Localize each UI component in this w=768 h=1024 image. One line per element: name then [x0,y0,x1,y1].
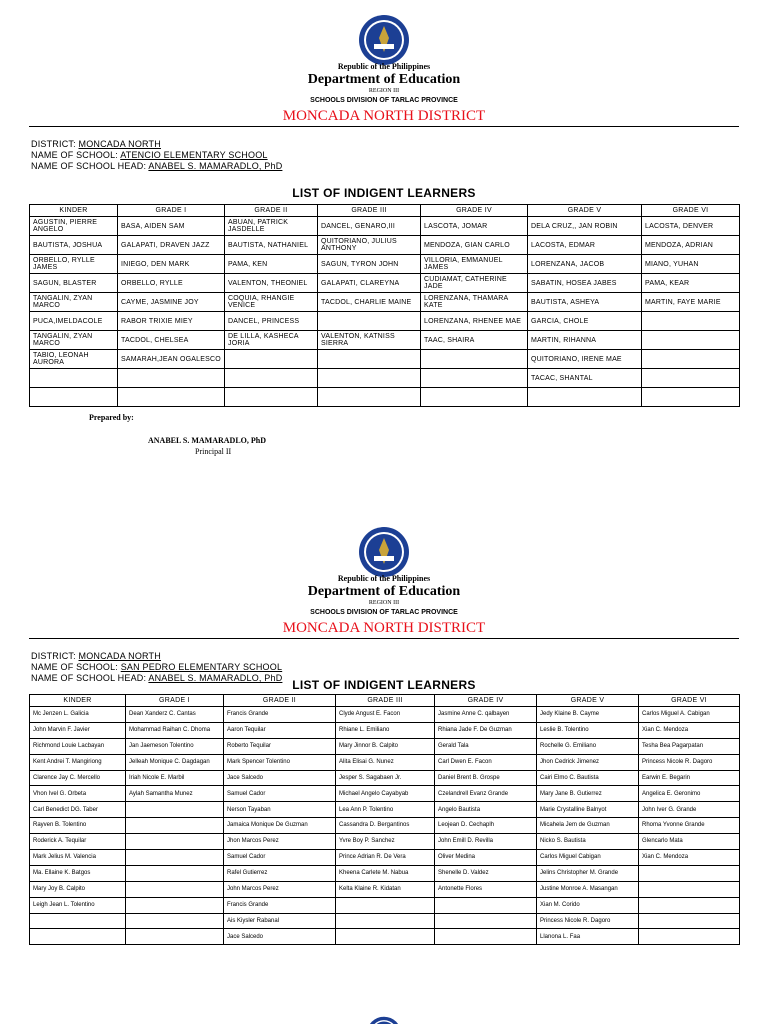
learner-cell: Aaron Tequilar [224,722,336,738]
learner-cell: Rafel Gutierrez [224,865,336,881]
learner-cell [336,897,435,913]
district-value: MONCADA NORTH [78,139,161,149]
column-header: GRADE I [126,695,224,707]
list-title: LIST OF INDIGENT LEARNERS [292,186,476,200]
learner-cell: Jedy Klaine B. Cayme [537,707,639,723]
learner-cell: Yvre Boy P. Sanchez [336,834,435,850]
learner-cell [225,388,318,407]
learner-cell: MARTIN, FAYE MARIE [642,293,740,312]
table-body [30,217,740,407]
preparer-name: ANABEL S. MAMARADLO, PhD [148,436,267,445]
learner-cell: QUITORIANO, JULIUS ANTHONY [318,236,421,255]
list-title: LIST OF INDIGENT LEARNERS [292,678,476,692]
table-row [30,293,740,312]
learner-cell [126,865,224,881]
learner-cell [639,897,740,913]
column-header: KINDER [30,205,118,217]
learner-cell: Carl Dwen E. Facon [435,754,537,770]
school-head-value: ANABEL S. MAMARADLO, PhD [148,161,283,171]
learner-cell: TAAC, SHAIRA [421,331,528,350]
learner-cell [318,350,421,369]
learner-cell: Jace Salcedo [224,929,336,945]
learner-cell: Jamaica Monique De Guzman [224,818,336,834]
learner-cell: Francis Grande [224,897,336,913]
learner-cell: Rochelle G. Emiliano [537,738,639,754]
learner-cell: John Marcos Perez [224,881,336,897]
table-row [30,217,740,236]
learner-cell: Jelleah Monique C. Dagdagan [126,754,224,770]
table-row [30,897,740,913]
learner-cell: Kelta Klaine R. Kidatan [336,881,435,897]
learner-cell: Xian C. Mendoza [639,850,740,866]
learner-cell: PAMA, KEN [225,255,318,274]
region-heading: REGION III [368,88,400,94]
table-row [30,350,740,369]
learner-cell: Samuel Cador [224,786,336,802]
learner-cell: GALAPATI, DRAVEN JAZZ [118,236,225,255]
column-header: GRADE I [118,205,225,217]
learner-cell: John Iver G. Grande [639,802,740,818]
learner-cell: Ma. Ellaine K. Batgos [30,865,126,881]
learner-cell: RABOR TRIXIE MIEY [118,312,225,331]
learner-cell: DELA CRUZ,, JAN ROBIN [528,217,642,236]
learner-cell: INIEGO, DEN MARK [118,255,225,274]
learner-cell [642,312,740,331]
learner-cell: VILLORIA, EMMANUEL JAMES [421,255,528,274]
learner-cell: Llanona L. Faa [537,929,639,945]
learner-cell: Cairi Elmo C. Bautista [537,770,639,786]
learner-cell: Daniel Brent B. Grospe [435,770,537,786]
learner-cell [318,369,421,388]
learner-cell: LORENZANA, THAMARA KATE [421,293,528,312]
learner-cell: Michael Angelo Cayabyab [336,786,435,802]
learner-cell: CAYME, JASMINE JOY [118,293,225,312]
learner-cell: BAUTISTA, NATHANIEL [225,236,318,255]
learner-cell: Princess Nicole R. Dagoro [639,754,740,770]
learner-cell [126,913,224,929]
prepared-by-label: Prepared by: [89,413,134,422]
learner-cell: Lea Ann P. Tolentino [336,802,435,818]
learner-cell: Leigh Jean L. Tolentino [30,897,126,913]
learner-cell: Mohammad Raihan C. Dhoma [126,722,224,738]
learner-cell: Czelandrell Evanz Grande [435,786,537,802]
column-header: GRADE III [336,695,435,707]
learner-cell: John Marvin F. Javier [30,722,126,738]
table-row [30,388,740,407]
learner-cell: Xian M. Corido [537,897,639,913]
learner-cell: Jace Salcedo [224,770,336,786]
district-line [31,139,161,149]
learner-cell: BASA, AIDEN SAM [118,217,225,236]
learner-cell: Mark Jelius M. Valencia [30,850,126,866]
learner-cell: Mc Jenzen L. Galicia [30,707,126,723]
table-row [30,818,740,834]
table-row [30,707,740,723]
learner-cell [435,897,537,913]
learner-cell: Glencarlo Mata [639,834,740,850]
district-title: MONCADA NORTH DISTRICT [282,620,486,636]
learner-cell: TACAC, SHANTAL [528,369,642,388]
document-page-2 [0,512,768,1012]
learner-cell: Rhiana Jade F. De Guzman [435,722,537,738]
learner-cell [639,865,740,881]
learner-cell [336,913,435,929]
learner-cell: Clyde Angust E. Facon [336,707,435,723]
division-heading: SCHOOLS DIVISION OF TARLAC PROVINCE [310,609,458,616]
table-row [30,881,740,897]
learner-cell: VALENTON, THEONIEL [225,274,318,293]
learner-cell: Jhon Marcos Perez [224,834,336,850]
learner-cell: QUITORIANO, IRENE MAE [528,350,642,369]
learner-cell: Mary Jinnor B. Calpito [336,738,435,754]
republic-heading: Republic of the Philippines [337,62,431,71]
school-label: NAME OF SCHOOL: [31,662,119,672]
district-line [31,651,161,661]
learner-cell: LORENZANA, RHENEE MAE [421,312,528,331]
learner-cell: MENDOZA, GIAN CARLO [421,236,528,255]
header-divider [29,126,739,127]
learner-cell: Carlos Miguel A. Cabigan [639,707,740,723]
learner-cell [30,388,118,407]
learner-cell: Cassandra D. Bergantinos [336,818,435,834]
learner-cell: SAGUN, BLASTER [30,274,118,293]
learner-cell: PUCA,IMELDACOLE [30,312,118,331]
learner-cell [126,834,224,850]
learner-cell: Gerald Tala [435,738,537,754]
department-heading: Department of Education [307,72,461,87]
district-label: DISTRICT: [31,651,76,661]
deped-seal-icon [358,14,410,66]
school-head-label: NAME OF SCHOOL HEAD: [31,161,147,171]
learner-cell: Aylah Samantha Munez [126,786,224,802]
learner-cell [118,369,225,388]
learner-cell: Micahela Jem de Guzman [537,818,639,834]
learner-cell [126,802,224,818]
column-header: GRADE V [528,205,642,217]
learner-cell: Mary Jane B. Gutierrez [537,786,639,802]
learner-cell [421,369,528,388]
learner-cell: VALENTON, KATNISS SIERRA [318,331,421,350]
learner-cell: Nerson Tayaban [224,802,336,818]
learner-cell: Vhon Ivel G. Orbeta [30,786,126,802]
learner-cell: Carlos Miguel Cabigan [537,850,639,866]
column-header: GRADE IV [435,695,537,707]
table-row [30,865,740,881]
learner-cell [225,369,318,388]
region-heading: REGION III [368,600,400,606]
column-header: GRADE V [537,695,639,707]
learner-cell [318,388,421,407]
learner-cell [126,818,224,834]
learner-cell [435,929,537,945]
learner-cell [642,388,740,407]
learner-cell [639,929,740,945]
learner-cell: ORBELLO, RYLLE JAMES [30,255,118,274]
column-header: GRADE II [224,695,336,707]
learner-cell [126,881,224,897]
district-label: DISTRICT: [31,139,76,149]
table-row [30,312,740,331]
learner-cell: Nicko S. Bautista [537,834,639,850]
learner-cell: Samuel Cador [224,850,336,866]
table-row [30,369,740,388]
table-row [30,929,740,945]
learner-cell: Rayven B. Tolentino [30,818,126,834]
learner-cell: Clarence Jay C. Mercello [30,770,126,786]
learner-cell [30,929,126,945]
learner-cell: Shenelle D. Valdez [435,865,537,881]
table-row [30,331,740,350]
learner-cell: BAUTISTA, JOSHUA [30,236,118,255]
table-row [30,738,740,754]
learner-cell: Angelo Bautista [435,802,537,818]
learner-cell: SABATIN, HOSEA JABES [528,274,642,293]
learner-cell: Oliver Medina [435,850,537,866]
learner-cell: LACOSTA, DENVER [642,217,740,236]
school-line [31,150,268,160]
learner-cell: Marie Crystalline Balnyot [537,802,639,818]
learner-cell: Princess Nicole R. Dagoro [537,913,639,929]
learner-cell: Kent Andrei T. Mangiriong [30,754,126,770]
learner-cell [336,929,435,945]
learner-cell: Ais Kiysler Rabanal [224,913,336,929]
learner-cell: Justine Monroe A. Masangan [537,881,639,897]
learner-cell: DE LILLA, KASHECA JORIA [225,331,318,350]
learner-cell [225,350,318,369]
learner-cell [318,312,421,331]
learner-cell: Rhoma Yvonne Grande [639,818,740,834]
learner-cell: Jan Jaemeson Tolentino [126,738,224,754]
learner-cell: GARCIA, CHOLE [528,312,642,331]
learner-cell: ORBELLO, RYLLE [118,274,225,293]
learner-cell: Roberto Tequilar [224,738,336,754]
learner-cell [30,369,118,388]
learner-cell [639,881,740,897]
learner-cell: Roderick A. Tequilar [30,834,126,850]
learner-cell [528,388,642,407]
column-header: KINDER [30,695,126,707]
column-header: GRADE VI [639,695,740,707]
learner-cell: TABIO, LEONAH AURORA [30,350,118,369]
school-line [31,662,282,672]
learner-cell [642,369,740,388]
republic-heading: Republic of the Philippines [337,574,431,583]
learner-cell [30,913,126,929]
learner-cell [421,388,528,407]
learner-cell: Antonette Flores [435,881,537,897]
learner-cell: MENDOZA, ADRIAN [642,236,740,255]
division-heading: SCHOOLS DIVISION OF TARLAC PROVINCE [310,97,458,104]
learner-cell: Jesper S. Sagabaen Jr. [336,770,435,786]
learner-cell [642,350,740,369]
school-label: NAME OF SCHOOL: [31,150,119,160]
school-value: SAN PEDRO ELEMENTARY SCHOOL [120,662,283,672]
learner-cell: MARTIN, RIHANNA [528,331,642,350]
learner-cell: TANGALIN, ZYAN MARCO [30,293,118,312]
learner-cell: Richmond Louie Lacbayan [30,738,126,754]
learner-cell: Tesha Bea Pagarpatan [639,738,740,754]
school-head-line [31,161,282,171]
learner-cell: LASCOTA, JOMAR [421,217,528,236]
table-row [30,786,740,802]
column-header: GRADE II [225,205,318,217]
table-row [30,274,740,293]
learner-cell: Alita Elisai G. Nunez [336,754,435,770]
learner-cell: SAMARAH,JEAN OGALESCO [118,350,225,369]
preparer-title: Principal II [195,447,232,456]
learner-cell: ABUAN, PATRICK JASDELLE [225,217,318,236]
learner-cell: Prince Adrian R. De Vera [336,850,435,866]
table-row [30,722,740,738]
learner-cell: DANCEL, GENARO,III [318,217,421,236]
learner-cell: Rhiane L. Emiliano [336,722,435,738]
table-header [30,205,740,217]
table-row [30,802,740,818]
learner-cell: MIANO, YUHAN [642,255,740,274]
column-header: GRADE VI [642,205,740,217]
learner-cell: COQUIA, RHANGIE VENICE [225,293,318,312]
header-divider [29,638,739,639]
learner-cell: TANGALIN, ZYAN MARCO [30,331,118,350]
table-row [30,913,740,929]
school-head-label: NAME OF SCHOOL HEAD: [31,673,147,683]
learner-cell [642,331,740,350]
table-row [30,770,740,786]
learner-cell: LORENZANA, JACOB [528,255,642,274]
learner-cell [639,913,740,929]
learner-cell: Leojean D. Cechaplh [435,818,537,834]
learner-cell: Jasmine Anne C. qalbayen [435,707,537,723]
learner-cell [126,850,224,866]
school-head-value: ANABEL S. MAMARADLO, PhD [148,673,283,683]
learner-cell: Earwin E. Begarin [639,770,740,786]
learner-cell: TACDOL, CHARLIE MAINE [318,293,421,312]
table-body [30,707,740,945]
learner-cell: Mark Spencer Tolentino [224,754,336,770]
learner-cell: BAUTISTA, ASHEYA [528,293,642,312]
learner-cell: TACDOL, CHELSEA [118,331,225,350]
learner-cell: CUDIAMAT, CATHERINE JADE [421,274,528,293]
learners-table [29,694,740,945]
learner-cell: Kheena Carlete M. Nabua [336,865,435,881]
table-row [30,754,740,770]
learner-cell: GALAPATI, CLAREYNA [318,274,421,293]
learner-cell: Iriah Nicole E. Marbil [126,770,224,786]
learner-cell: Mary Joy B. Calpito [30,881,126,897]
column-header: GRADE III [318,205,421,217]
deped-seal-icon [358,526,410,578]
learner-cell: Carl Benedict DG. Taber [30,802,126,818]
learner-cell: Xian C. Mendoza [639,722,740,738]
table-row [30,834,740,850]
column-header: GRADE IV [421,205,528,217]
learners-table [29,204,740,407]
learner-cell [126,929,224,945]
school-value: ATENCIO ELEMENTARY SCHOOL [120,150,268,160]
document-page-1 [0,0,768,500]
table-row [30,255,740,274]
learner-cell [435,913,537,929]
district-title: MONCADA NORTH DISTRICT [282,108,486,124]
learner-cell: LACOSTA, EDMAR [528,236,642,255]
table-header [30,695,740,707]
learner-cell [421,350,528,369]
learner-cell: Jelins Christopher M. Grande [537,865,639,881]
learner-cell: Jhon Cedrick Jimenez [537,754,639,770]
learner-cell: Angelica E. Geronimo [639,786,740,802]
learner-cell: SAGUN, TYRON JOHN [318,255,421,274]
learner-cell: Francis Grande [224,707,336,723]
deped-seal-icon [366,1016,402,1024]
district-value: MONCADA NORTH [78,651,161,661]
learner-cell [118,388,225,407]
learner-cell: PAMA, KEAR [642,274,740,293]
learner-cell: John Emill D. Revilla [435,834,537,850]
learner-cell: DANCEL, PRINCESS [225,312,318,331]
learner-cell: AGUSTIN, PIERRE ANGELO [30,217,118,236]
learner-cell [126,897,224,913]
table-row [30,236,740,255]
learner-cell: Dean Xanderz C. Cantas [126,707,224,723]
department-heading: Department of Education [307,584,461,599]
learner-cell: Leslie B. Tolentino [537,722,639,738]
table-row [30,850,740,866]
